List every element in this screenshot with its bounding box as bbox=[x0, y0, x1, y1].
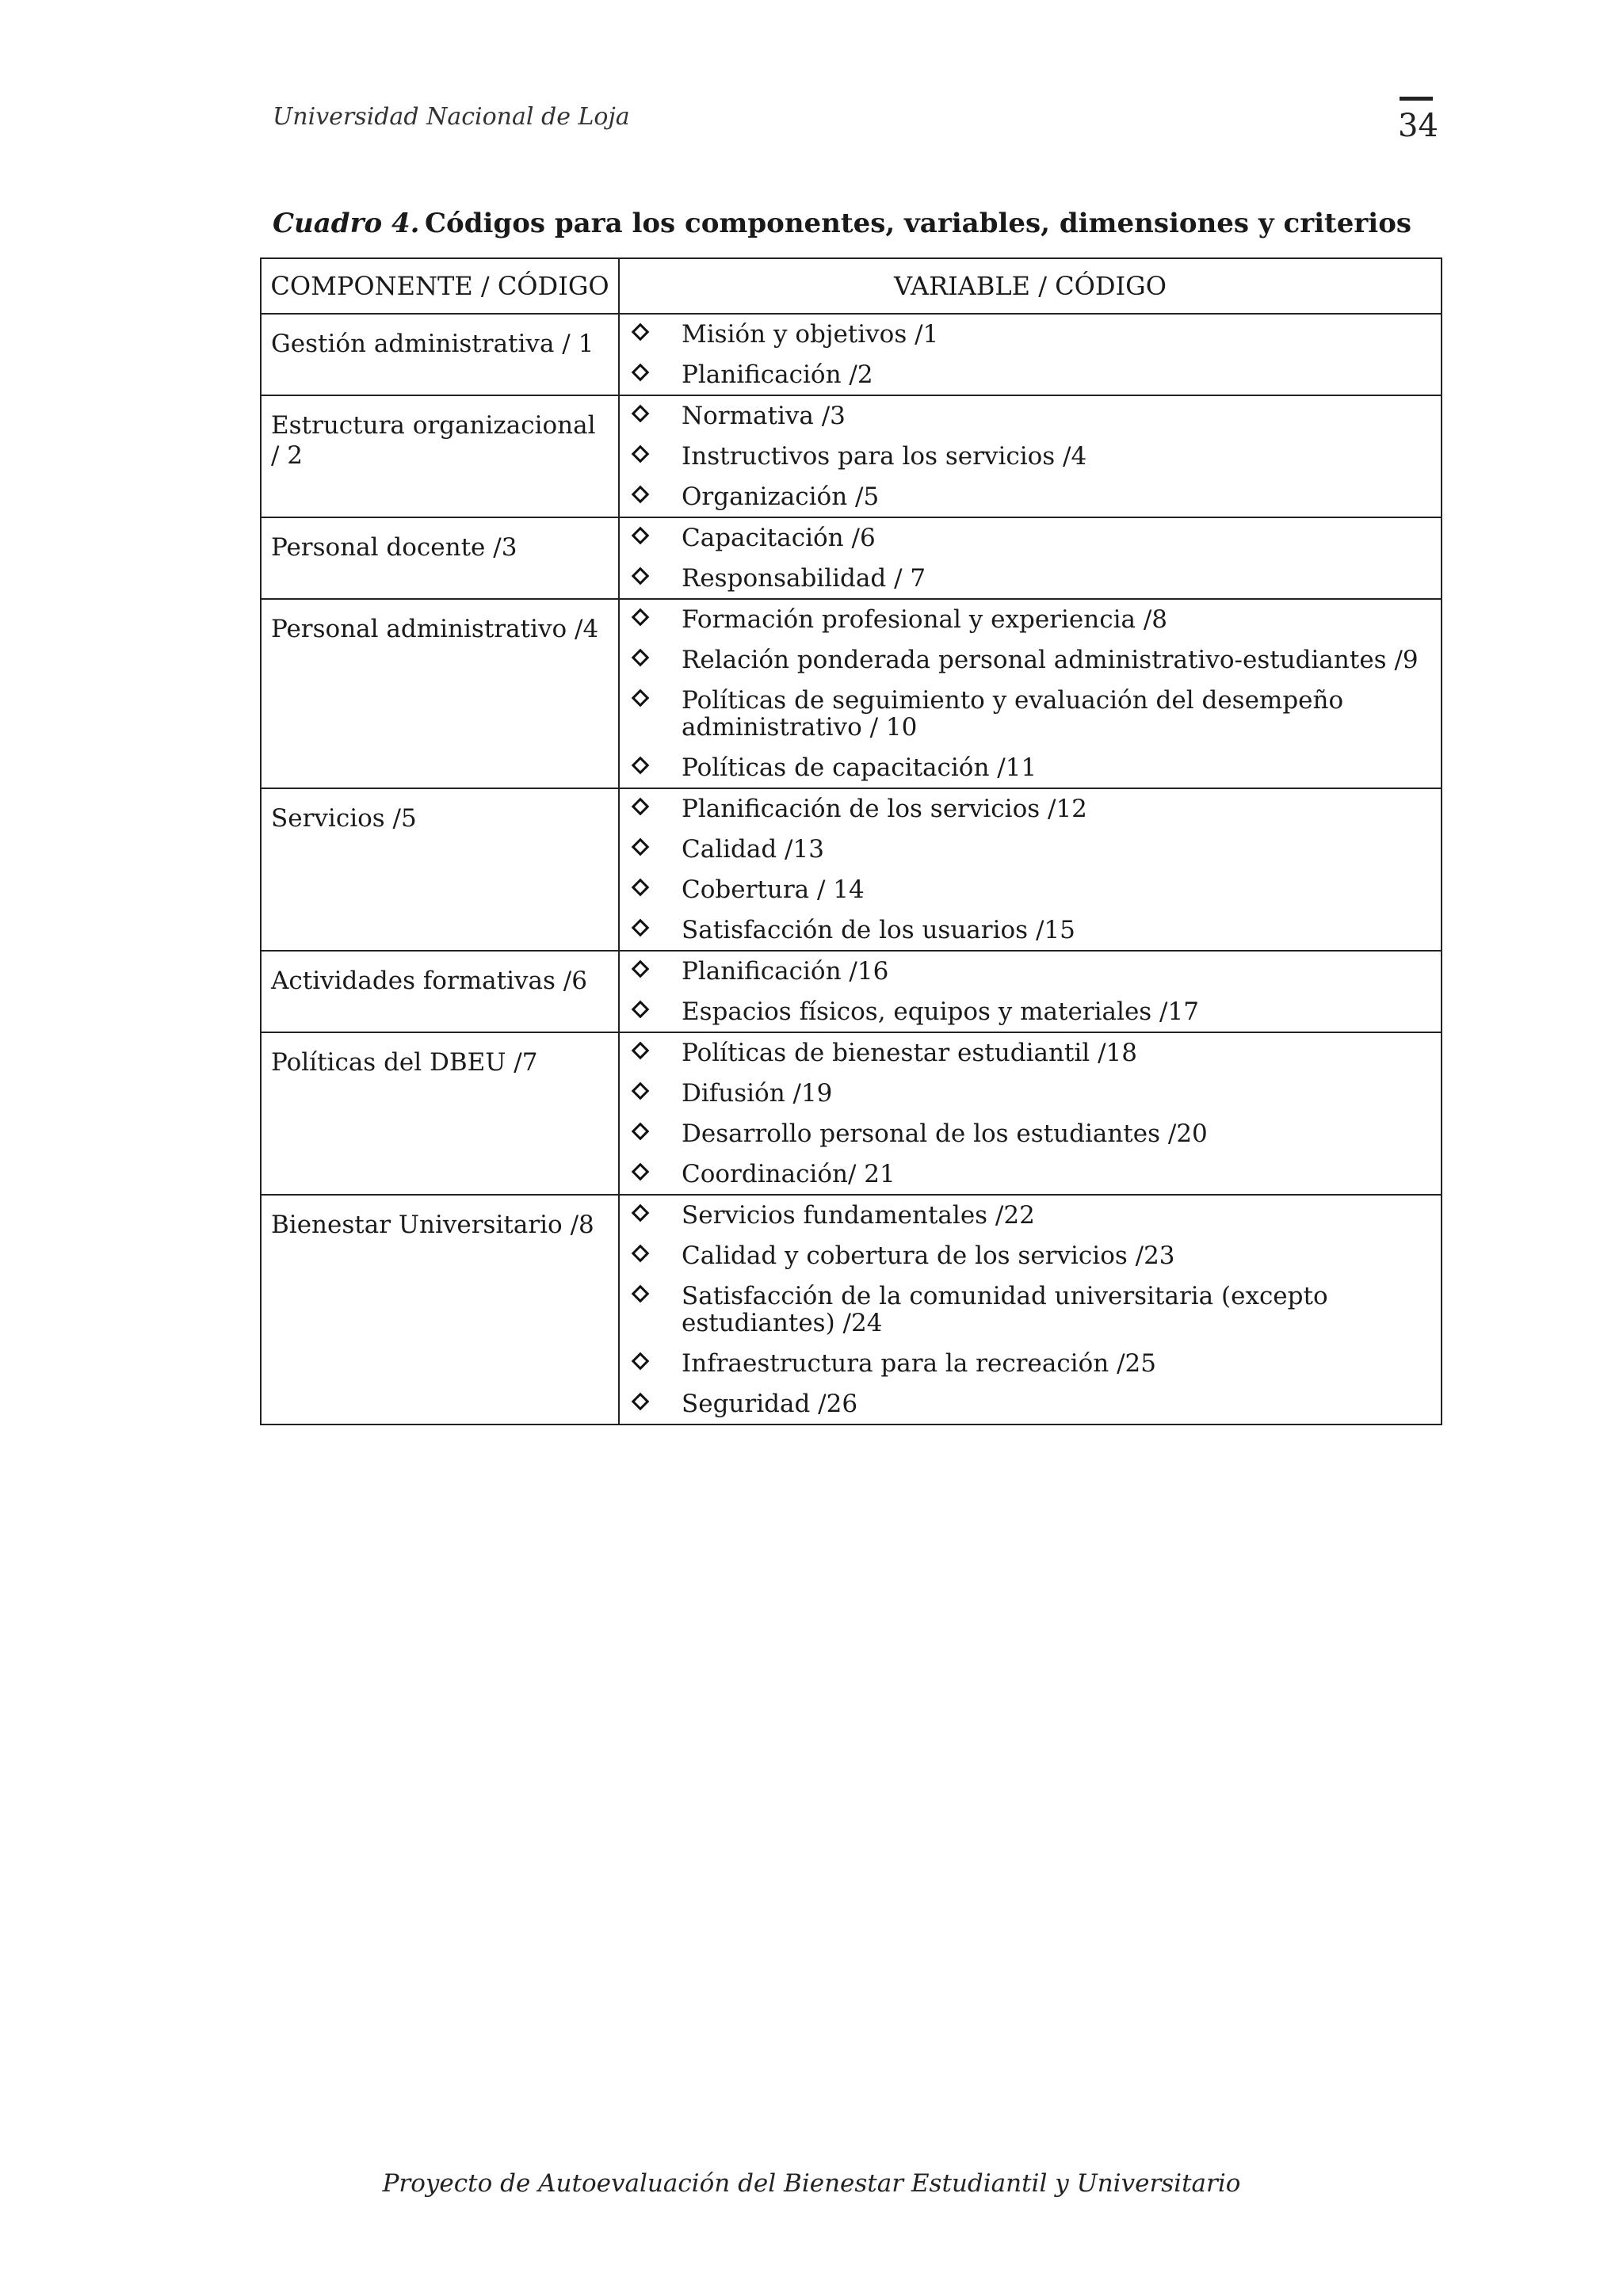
variable-cell bbox=[619, 1195, 1442, 1425]
running-header: Universidad Nacional de Loja bbox=[273, 103, 630, 131]
table-row bbox=[261, 1195, 1442, 1425]
variable-label: Calidad y cobertura de los servicios /23 bbox=[682, 1241, 1175, 1270]
table-row bbox=[261, 1032, 1442, 1195]
variable-label: Satisfacción de la comunidad universitaria (excepto estudiantes) /24 bbox=[682, 1282, 1328, 1337]
list-item bbox=[631, 1039, 1433, 1066]
variable-label: Planificación /16 bbox=[682, 957, 889, 986]
variable-label: Desarrollo personal de los estudiantes /20 bbox=[682, 1119, 1208, 1148]
list-item bbox=[631, 443, 1433, 470]
diamond-bullet-icon bbox=[632, 1163, 650, 1181]
variable-label: Planificación /2 bbox=[682, 360, 873, 389]
table-header-row bbox=[261, 258, 1442, 314]
diamond-bullet-icon bbox=[632, 1352, 650, 1371]
table-body bbox=[261, 314, 1442, 1425]
variable-label: Formación profesional y experiencia /8 bbox=[682, 605, 1167, 634]
variable-cell bbox=[619, 788, 1442, 951]
variable-label: Calidad /13 bbox=[682, 835, 824, 864]
list-item bbox=[631, 402, 1433, 429]
variable-label: Políticas de seguimiento y evaluación del desempeño administrativo / 10 bbox=[682, 686, 1344, 742]
diamond-bullet-icon bbox=[632, 405, 650, 423]
component-cell: Personal docente /3 bbox=[261, 517, 619, 599]
component-cell: Gestión administrativa / 1 bbox=[261, 314, 619, 395]
list-item bbox=[631, 646, 1433, 673]
variable-cell bbox=[619, 314, 1442, 395]
list-item bbox=[631, 321, 1433, 348]
diamond-bullet-icon bbox=[632, 919, 650, 937]
variable-list bbox=[620, 952, 1441, 1032]
variable-label: Instructivos para los servicios /4 bbox=[682, 442, 1087, 471]
variable-cell bbox=[619, 395, 1442, 517]
caption-title: Códigos para los componentes, variables, dimensiones y criterios bbox=[425, 208, 1412, 239]
list-item bbox=[631, 1161, 1433, 1188]
variable-label: Responsabilidad / 7 bbox=[682, 564, 926, 593]
component-cell: Personal administrativo /4 bbox=[261, 599, 619, 788]
diamond-bullet-icon bbox=[632, 649, 650, 667]
diamond-bullet-icon bbox=[632, 1123, 650, 1141]
column-header-variable: VARIABLE / CÓDIGO bbox=[619, 258, 1442, 314]
variable-cell bbox=[619, 599, 1442, 788]
component-cell: Actividades formativas /6 bbox=[261, 951, 619, 1032]
list-item bbox=[631, 606, 1433, 633]
list-item bbox=[631, 1120, 1433, 1147]
variable-label: Capacitación /6 bbox=[682, 524, 876, 552]
variable-label: Espacios físicos, equipos y materiales /17 bbox=[682, 997, 1199, 1026]
diamond-bullet-icon bbox=[632, 879, 650, 897]
variable-cell bbox=[619, 1032, 1442, 1195]
diamond-bullet-icon bbox=[632, 798, 650, 816]
list-item bbox=[631, 1080, 1433, 1107]
table-row bbox=[261, 395, 1442, 517]
component-cell: Estructura organizacional / 2 bbox=[261, 395, 619, 517]
variable-label: Misión y objetivos /1 bbox=[682, 320, 939, 349]
variable-label: Políticas de capacitación /11 bbox=[682, 753, 1037, 782]
diamond-bullet-icon bbox=[632, 527, 650, 545]
variable-label: Difusión /19 bbox=[682, 1079, 833, 1108]
variable-label: Planificación de los servicios /12 bbox=[682, 795, 1087, 823]
variable-list bbox=[620, 518, 1441, 598]
list-item bbox=[631, 687, 1433, 741]
variable-list bbox=[620, 600, 1441, 788]
list-item bbox=[631, 1390, 1433, 1417]
list-item bbox=[631, 917, 1433, 944]
table-row bbox=[261, 951, 1442, 1032]
diamond-bullet-icon bbox=[632, 838, 650, 856]
diamond-bullet-icon bbox=[632, 608, 650, 627]
list-item bbox=[631, 795, 1433, 822]
component-cell: Bienestar Universitario /8 bbox=[261, 1195, 619, 1425]
table-row bbox=[261, 599, 1442, 788]
diamond-bullet-icon bbox=[632, 1204, 650, 1222]
diamond-bullet-icon bbox=[632, 1001, 650, 1019]
diamond-bullet-icon bbox=[632, 960, 650, 978]
variable-label: Cobertura / 14 bbox=[682, 875, 865, 904]
variable-label: Relación ponderada personal administrativo-estudiantes /9 bbox=[682, 646, 1419, 674]
list-item bbox=[631, 836, 1433, 863]
variable-label: Organización /5 bbox=[682, 482, 880, 511]
page-number-rule bbox=[1400, 97, 1433, 101]
diamond-bullet-icon bbox=[632, 486, 650, 504]
list-item bbox=[631, 524, 1433, 551]
variable-label: Servicios fundamentales /22 bbox=[682, 1201, 1035, 1230]
table-row bbox=[261, 314, 1442, 395]
caption-label: Cuadro 4. bbox=[273, 208, 420, 239]
list-item bbox=[631, 958, 1433, 985]
diamond-bullet-icon bbox=[632, 364, 650, 382]
table-row bbox=[261, 517, 1442, 599]
variable-label: Políticas de bienestar estudiantil /18 bbox=[682, 1039, 1137, 1067]
list-item bbox=[631, 1242, 1433, 1269]
diamond-bullet-icon bbox=[632, 1042, 650, 1060]
variable-cell bbox=[619, 517, 1442, 599]
variable-list bbox=[620, 789, 1441, 950]
variable-cell bbox=[619, 951, 1442, 1032]
diamond-bullet-icon bbox=[632, 689, 650, 707]
variable-label: Coordinación/ 21 bbox=[682, 1160, 896, 1188]
variable-label: Normativa /3 bbox=[682, 402, 846, 430]
list-item bbox=[631, 1202, 1433, 1229]
component-cell: Políticas del DBEU /7 bbox=[261, 1032, 619, 1195]
list-item bbox=[631, 998, 1433, 1025]
diamond-bullet-icon bbox=[632, 1082, 650, 1100]
diamond-bullet-icon bbox=[632, 445, 650, 463]
diamond-bullet-icon bbox=[632, 1285, 650, 1303]
variable-list bbox=[620, 1196, 1441, 1424]
codes-table bbox=[260, 257, 1442, 1425]
variable-list bbox=[620, 1033, 1441, 1194]
variable-label: Infraestructura para la recreación /25 bbox=[682, 1349, 1156, 1378]
diamond-bullet-icon bbox=[632, 757, 650, 775]
table-caption bbox=[273, 208, 1411, 239]
page-number: 34 bbox=[1398, 108, 1438, 144]
table-row bbox=[261, 788, 1442, 951]
component-cell: Servicios /5 bbox=[261, 788, 619, 951]
column-header-component: COMPONENTE / CÓDIGO bbox=[261, 258, 619, 314]
variable-list bbox=[620, 396, 1441, 517]
variable-label: Seguridad /26 bbox=[682, 1390, 858, 1418]
list-item bbox=[631, 361, 1433, 388]
diamond-bullet-icon bbox=[632, 323, 650, 341]
list-item bbox=[631, 565, 1433, 592]
diamond-bullet-icon bbox=[632, 1393, 650, 1411]
list-item bbox=[631, 876, 1433, 903]
list-item bbox=[631, 1283, 1433, 1337]
list-item bbox=[631, 1350, 1433, 1377]
running-footer: Proyecto de Autoevaluación del Bienestar Estudiantil y Universitario bbox=[382, 2169, 1241, 2198]
list-item bbox=[631, 483, 1433, 510]
diamond-bullet-icon bbox=[632, 1245, 650, 1263]
diamond-bullet-icon bbox=[632, 567, 650, 585]
variable-label: Satisfacción de los usuarios /15 bbox=[682, 916, 1075, 944]
list-item bbox=[631, 754, 1433, 781]
variable-list bbox=[620, 315, 1441, 395]
